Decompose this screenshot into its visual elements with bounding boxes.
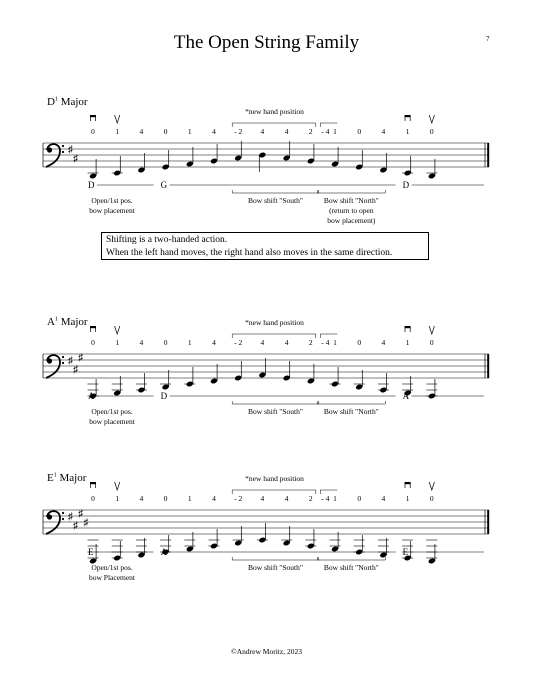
fingering-number: 0 [357, 338, 362, 347]
bow-shift-north-text: Bow shift "North" [323, 196, 379, 205]
key-sharp-icon: ♯ [73, 364, 79, 376]
string-label: E [402, 547, 409, 557]
string-label: G [160, 180, 168, 190]
bow-placement-text: bow placement [89, 206, 135, 215]
scale-title-d [47, 96, 88, 108]
note [378, 373, 389, 393]
note [112, 376, 123, 396]
scale-name: A [47, 316, 55, 328]
fingering-number: 0 [429, 127, 434, 136]
fingering-number: 2 [308, 338, 313, 347]
key-sharp-icon: ♯ [68, 144, 73, 156]
note [88, 159, 99, 179]
scale-name-superscript: 1 [53, 472, 57, 479]
bow-shift-north-text: (return to open [329, 206, 374, 215]
fingering-number: 4 [212, 127, 216, 136]
fingering-number: 4 [381, 127, 386, 136]
note [307, 364, 315, 384]
bow-shift-south-text: Bow shift "South" [248, 196, 303, 205]
fingering-number: 0 [91, 338, 95, 347]
bow-placement-text: bow Placement [88, 573, 136, 582]
key-sharp-icon: ♯ [78, 508, 84, 520]
bow-shift-north-bracket [317, 401, 385, 404]
shifting-note-line-1: Shifting is a two-handed action. [106, 235, 228, 245]
fingering-number: 0 [163, 127, 168, 136]
down-bow-icon [405, 115, 411, 121]
note [112, 540, 123, 561]
down-bow-icon [90, 326, 96, 332]
note [209, 529, 220, 549]
bass-clef-icon [46, 511, 64, 534]
fingering-number: 1 [115, 338, 120, 347]
fingering-number: - 4 [321, 127, 330, 136]
note [426, 379, 437, 399]
fingering-number: 4 [212, 494, 216, 503]
key-sharp-icon: ♯ [83, 517, 89, 529]
note [283, 141, 291, 161]
note [234, 361, 242, 381]
note [233, 526, 244, 546]
fingering-number: 1 [405, 338, 410, 347]
new-hand-position-label: *new hand position [245, 318, 304, 327]
fingering-number: 1 [333, 338, 337, 347]
scale-name-suffix: Major [57, 316, 88, 328]
note [137, 153, 145, 173]
note [331, 147, 339, 167]
scale-name-suffix: Major [57, 96, 88, 108]
note [210, 144, 218, 164]
scale-name: E [47, 472, 54, 484]
note [402, 156, 413, 176]
bow-shift-south-text: Bow shift "South" [248, 407, 303, 416]
scale-name-superscript: 1 [54, 96, 58, 103]
fingering-number: 1 [333, 127, 337, 136]
scale-name-suffix: Major [56, 472, 87, 484]
staff [43, 143, 489, 167]
down-bow-icon [90, 115, 96, 121]
fingering-number: 4 [284, 494, 289, 503]
fingering-number: 0 [429, 338, 434, 347]
string-label: A [402, 391, 410, 401]
note [305, 529, 316, 549]
fingering-number: 0 [91, 494, 95, 503]
key-sharp-icon: ♯ [73, 153, 79, 165]
note [330, 367, 341, 387]
down-bow-icon [90, 482, 96, 488]
bow-shift-south-bracket [232, 190, 319, 193]
fingering-number: 4 [260, 494, 265, 503]
note [257, 523, 268, 543]
down-bow-icon [405, 326, 411, 332]
note [283, 361, 291, 381]
scale-name-superscript: 1 [54, 316, 58, 323]
bow-shift-north-bracket [317, 557, 385, 560]
down-bow-icon [405, 482, 411, 488]
up-bow-icon [429, 326, 434, 334]
staff-system-e-major [0, 474, 533, 587]
fingering-number: - 4 [321, 338, 330, 347]
note [330, 532, 341, 552]
page-number: 7 [486, 35, 490, 43]
bow-shift-north-text: bow placement) [327, 216, 376, 225]
scale-name: D [47, 96, 55, 108]
staff [43, 510, 489, 534]
fingering-number: 4 [260, 338, 265, 347]
bow-placement-text: Open/1st pos. [91, 563, 133, 572]
fingering-number: 0 [163, 494, 168, 503]
note [379, 153, 387, 173]
note [378, 538, 389, 558]
note [354, 535, 365, 555]
fingering-number: 0 [357, 494, 362, 503]
fingering-number: - 2 [234, 338, 243, 347]
key-sharp-icon: ♯ [73, 520, 79, 532]
note [307, 144, 315, 164]
fingering-number: 1 [405, 127, 410, 136]
string-label: A [160, 547, 168, 557]
note [355, 150, 363, 170]
page-title: The Open String Family [173, 32, 360, 53]
fingering-number: 0 [163, 338, 168, 347]
fingering-number: 2 [308, 127, 313, 136]
fingering-number: - 2 [234, 127, 243, 136]
shifting-note-box [101, 232, 429, 260]
note [112, 156, 123, 176]
fingering-number: 0 [91, 127, 95, 136]
bow-placement-text: Open/1st pos. [91, 196, 133, 205]
bow-shift-north-text: Bow shift "North" [323, 563, 379, 572]
fingering-number: 1 [405, 494, 410, 503]
fingering-number: 4 [381, 338, 386, 347]
fingering-number: 1 [187, 338, 192, 347]
fingering-number: 4 [139, 127, 144, 136]
fingering-number: 1 [115, 127, 120, 136]
fingering-number: 0 [429, 494, 434, 503]
bass-clef-icon [46, 355, 64, 378]
up-bow-icon [115, 326, 120, 334]
bow-placement-text: Open/1st pos. [91, 407, 133, 416]
staff [43, 354, 489, 378]
note [162, 150, 170, 170]
string-label: D [402, 180, 410, 190]
note [258, 152, 266, 172]
note [258, 358, 266, 378]
note [426, 159, 437, 179]
staff-system-d-major [0, 107, 533, 225]
fingering-number: - 4 [321, 494, 330, 503]
new-hand-position-bracket [232, 334, 316, 338]
note [160, 370, 171, 390]
fingering-number: 1 [115, 494, 120, 503]
bass-clef-icon [46, 144, 64, 167]
fingering-number: 4 [212, 338, 216, 347]
up-bow-icon [429, 115, 434, 123]
new-hand-position-label: *new hand position [245, 474, 304, 483]
fingering-number: 4 [139, 338, 144, 347]
fingering-number: 1 [187, 127, 192, 136]
fingering-number: - 2 [234, 494, 243, 503]
fingering-number: 1 [333, 494, 337, 503]
fingering-number: 0 [357, 127, 362, 136]
note [234, 141, 242, 161]
note [210, 364, 218, 384]
key-sharp-icon: ♯ [68, 355, 73, 367]
new-hand-position-label: *new hand position [245, 107, 304, 116]
string-label: D [88, 180, 95, 190]
up-bow-icon [115, 482, 120, 490]
new-hand-position-bracket [232, 123, 316, 127]
fingering-number: 2 [308, 494, 313, 503]
fingering-number: 4 [381, 494, 386, 503]
bow-shift-north-text: Bow shift "North" [323, 407, 379, 416]
copyright-footer: ©Andrew Moritz, 2023 [231, 647, 302, 656]
note [184, 367, 195, 387]
note [354, 370, 365, 390]
bow-placement-text: bow placement [89, 417, 135, 426]
string-label: D [160, 391, 168, 401]
string-label: A [88, 391, 95, 401]
note [186, 147, 194, 167]
bow-shift-south-bracket [232, 401, 319, 404]
up-bow-icon [429, 482, 434, 490]
fingering-number: 4 [260, 127, 265, 136]
key-sharp-icon: ♯ [68, 511, 73, 523]
note [281, 526, 292, 546]
staff-system-a-major [0, 318, 533, 431]
string-label: E [88, 547, 94, 557]
fingering-number: 4 [284, 127, 289, 136]
bow-shift-south-text: Bow shift "South" [248, 563, 303, 572]
shifting-note-line-2: When the left hand moves, the right hand also moves in the same direction. [106, 248, 393, 258]
key-sharp-icon: ♯ [78, 352, 84, 364]
note [136, 373, 147, 393]
bow-shift-south-bracket [232, 557, 319, 560]
bow-shift-north-bracket [317, 190, 385, 193]
new-hand-position-bracket [232, 490, 316, 494]
up-bow-icon [115, 115, 120, 123]
fingering-number: 4 [139, 494, 144, 503]
fingering-number: 4 [284, 338, 289, 347]
note [136, 538, 147, 558]
note [184, 532, 195, 552]
fingering-number: 1 [187, 494, 192, 503]
